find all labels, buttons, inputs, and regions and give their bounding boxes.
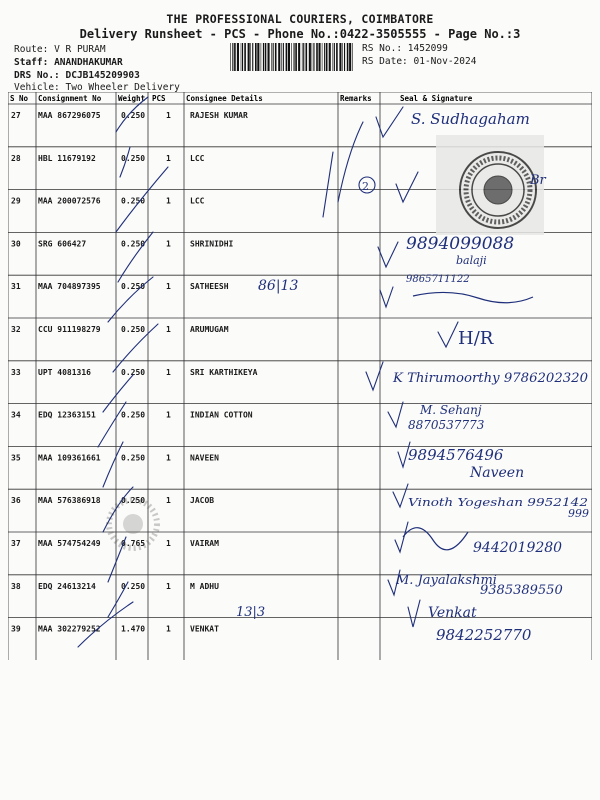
vehicle-value: Two Wheeler Delivery — [65, 82, 180, 93]
cell-weight: 0.250 — [121, 111, 146, 120]
barcode-bar — [306, 43, 308, 71]
cell-cno: EDQ 12363151 — [38, 410, 96, 420]
cell-name: SRI KARTHIKEYA — [190, 367, 258, 377]
signature-38: M. Jayalakshmi — [396, 573, 497, 588]
rs-date-label: RS Date: — [362, 56, 408, 67]
check-31 — [380, 287, 393, 307]
signature-30: balaji — [456, 254, 487, 267]
column-header: Remarks — [340, 94, 372, 103]
check-36 — [393, 484, 408, 507]
staff-label: Staff: — [14, 57, 49, 68]
cell-cno: SRG 606427 — [38, 239, 87, 249]
cell-pcs: 1 — [166, 496, 171, 506]
phone-37: 9442019280 — [473, 540, 563, 556]
signature-37-scribble — [403, 528, 468, 550]
barcode-bar — [263, 43, 264, 71]
barcode-bar — [302, 43, 303, 71]
cell-weight: 0.250 — [121, 496, 146, 506]
cell-weight: 0.250 — [121, 453, 146, 463]
long-stroke-28 — [323, 152, 333, 217]
runsheet-subtitle: Delivery Runsheet - PCS - Phone No.:0422-3505555 - Page No.:3 — [79, 27, 521, 41]
staff-value: ANANDHAKUMAR — [54, 57, 123, 68]
table-row — [11, 111, 248, 120]
signature-33: K Thirumoorthy 9786202320 — [391, 371, 588, 386]
barcode-bar — [339, 43, 341, 71]
phone-39: 9842252770 — [436, 626, 532, 644]
cell-name: NAVEEN — [190, 453, 219, 463]
column-header: PCS — [152, 94, 166, 103]
barcode-bar — [347, 43, 349, 71]
drs-label: DRS No.: — [14, 70, 60, 81]
cell-pcs: 1 — [166, 624, 171, 634]
barcode-bar — [283, 43, 284, 71]
signature-27: S. Sudhagaham — [411, 110, 530, 128]
column-header: Weight — [118, 94, 146, 103]
table-row — [11, 197, 205, 206]
barcode-bar — [234, 43, 236, 71]
barcode-bar — [281, 43, 282, 71]
barcode-bar — [295, 43, 297, 71]
check-30 — [378, 242, 398, 267]
barcode-bar — [352, 43, 353, 71]
delivery-table — [8, 92, 592, 660]
signature-29: Br — [530, 173, 546, 188]
table-header-row — [10, 94, 473, 103]
cell-weight: 0.250 — [121, 367, 146, 377]
table-row — [11, 582, 219, 591]
barcode-bar — [312, 43, 313, 71]
cell-sno: 27 — [11, 111, 21, 120]
table-row — [11, 239, 234, 248]
barcode-bar — [291, 43, 292, 71]
barcode-bar — [322, 43, 323, 71]
cell-weight: 0.250 — [121, 239, 146, 249]
barcode-bar — [241, 43, 242, 71]
cell-sno: 39 — [11, 624, 21, 634]
barcode-bar — [232, 43, 233, 71]
cell-sno: 35 — [11, 453, 21, 463]
tick-37 — [108, 537, 126, 582]
barcode-bar — [242, 43, 243, 71]
barcode-bar — [265, 43, 267, 71]
cell-weight: 1.470 — [121, 624, 146, 634]
signature-39: Venkat — [428, 605, 477, 621]
cell-name: SHRINIDHI — [190, 239, 234, 249]
barcode-bar — [313, 43, 314, 71]
cell-weight: 0.765 — [121, 539, 146, 548]
company-title: THE PROFESSIONAL COURIERS, COIMBATORE — [166, 12, 434, 26]
cell-pcs: 1 — [166, 282, 171, 292]
rs-date-line — [362, 55, 476, 68]
tick-34 — [98, 402, 126, 447]
barcode-bar — [255, 43, 257, 71]
note-39: 13|3 — [236, 605, 266, 620]
cell-name: VAIRAM — [190, 539, 219, 548]
barcode-bar — [336, 43, 338, 71]
cell-sno: 37 — [11, 539, 21, 548]
rs-info — [362, 42, 476, 68]
check-33 — [366, 362, 383, 390]
column-header: Consignment No — [38, 94, 102, 103]
route-label: Route: — [14, 44, 49, 55]
barcode-bar — [326, 43, 328, 71]
cell-cno: CCU 911198279 — [38, 325, 101, 334]
cell-pcs: 1 — [166, 111, 171, 120]
cell-name: LCC — [190, 196, 205, 206]
barcode-bar — [298, 43, 300, 71]
signature-32: H/R — [458, 328, 494, 349]
cell-cno: MAA 200072576 — [38, 196, 101, 206]
cell-cno: HBL 11679192 — [38, 153, 96, 163]
phone-30: 9894099088 — [406, 234, 515, 254]
phone-35: 9894576496 — [408, 446, 504, 464]
route-line — [14, 44, 106, 55]
table-row — [11, 411, 253, 420]
phone-34: 8870537773 — [408, 418, 485, 432]
cell-weight: 0.250 — [121, 282, 146, 292]
barcode-bar — [237, 43, 239, 71]
barcode-bar — [333, 43, 334, 71]
cell-name: VENKAT — [190, 624, 219, 634]
barcode-bar — [319, 43, 321, 71]
phone-31: 9865711122 — [406, 274, 470, 285]
barcode-bar — [344, 43, 345, 71]
drs-value: DCJB145209903 — [65, 70, 140, 81]
rs-no-line — [362, 42, 476, 55]
cell-sno: 33 — [11, 367, 21, 377]
barcode-bar — [273, 43, 274, 71]
table-row — [11, 282, 229, 291]
rs-date-value: 01-Nov-2024 — [413, 56, 477, 67]
cell-sno: 28 — [11, 153, 21, 163]
staff-line — [14, 57, 123, 68]
barcode-bar — [250, 43, 251, 71]
rs-no-value: 1452099 — [407, 43, 448, 54]
barcode-image — [230, 43, 356, 71]
barcode-bar — [316, 43, 318, 71]
cell-pcs: 1 — [166, 453, 171, 463]
cell-sno: 38 — [11, 581, 21, 591]
table-row — [11, 625, 219, 634]
cell-pcs: 1 — [166, 367, 171, 377]
seal-stamp — [436, 135, 544, 235]
cell-sno: 36 — [11, 496, 21, 506]
rs-no-label: RS No.: — [362, 43, 403, 54]
table-row — [11, 154, 205, 163]
barcode-bar — [244, 43, 246, 71]
barcode-bar — [275, 43, 277, 71]
cell-sno: 34 — [11, 410, 21, 420]
route-value: V R PURAM — [54, 44, 106, 55]
cell-name: RAJESH KUMAR — [190, 111, 248, 120]
barcode-bar — [286, 43, 288, 71]
tick-35 — [103, 442, 123, 487]
cell-sno: 29 — [11, 196, 21, 206]
cell-weight: 0.250 — [121, 325, 146, 334]
cell-name: SATHEESH — [190, 282, 229, 292]
cell-cno: MAA 576386918 — [38, 496, 101, 506]
barcode-bar — [278, 43, 280, 71]
cell-name: JACOB — [190, 496, 215, 506]
check-39 — [408, 600, 420, 627]
cell-pcs: 1 — [166, 153, 171, 163]
phone-38: 9385389550 — [480, 583, 563, 598]
cell-cno: MAA 704897395 — [38, 282, 101, 292]
cell-weight: 0.250 — [121, 581, 146, 591]
barcode-bar — [252, 43, 253, 71]
cell-cno: MAA 109361661 — [38, 453, 101, 463]
barcode-bar — [309, 43, 311, 71]
cell-pcs: 1 — [166, 581, 171, 591]
barcode-bar — [294, 43, 295, 71]
cell-cno: MAA 867296075 — [38, 111, 101, 120]
cell-cno: MAA 574754249 — [38, 539, 101, 548]
vehicle-label: Vehicle: — [14, 82, 60, 93]
column-header: Seal & Signature — [400, 94, 473, 103]
phone-36-tail: 999 — [568, 507, 589, 520]
check-37 — [395, 522, 408, 552]
drs-line — [14, 70, 140, 81]
signature-36: Vinoth Yogeshan 9952142 — [408, 496, 588, 509]
barcode-bar — [303, 43, 304, 71]
barcode-bar — [261, 43, 262, 71]
cell-sno: 30 — [11, 239, 21, 249]
barcode-bar — [324, 43, 325, 71]
cell-sno: 32 — [11, 325, 21, 334]
barcode-bar — [268, 43, 270, 71]
signature-35: Naveen — [470, 465, 525, 481]
barcode-bar — [334, 43, 335, 71]
cell-sno: 31 — [11, 282, 21, 292]
cell-pcs: 1 — [166, 239, 171, 249]
cell-weight: 0.250 — [121, 153, 146, 163]
cell-pcs: 1 — [166, 325, 171, 334]
column-header: Consignee Details — [186, 94, 263, 103]
tick-33 — [103, 375, 133, 412]
cell-pcs: 1 — [166, 410, 171, 420]
barcode-bar — [342, 43, 343, 71]
check-32 — [438, 322, 458, 347]
cell-name: INDIAN COTTON — [190, 410, 253, 420]
cell-weight: 0.250 — [121, 196, 146, 206]
cell-weight: 0.250 — [121, 410, 146, 420]
barcode-bar — [329, 43, 331, 71]
barcode-bar — [248, 43, 250, 71]
barcode-bar — [349, 43, 351, 71]
cell-cno: MAA 302279252 — [38, 624, 101, 634]
barcode-bar — [288, 43, 290, 71]
table-row — [11, 368, 258, 377]
note-31: 86|13 — [258, 278, 299, 294]
barcode-bar — [230, 43, 231, 71]
column-header: S No — [10, 94, 29, 103]
cell-cno: UPT 4081316 — [38, 367, 91, 377]
barcode-bar — [271, 43, 272, 71]
cell-pcs: 1 — [166, 539, 171, 548]
cell-pcs: 1 — [166, 196, 171, 206]
barcode-bar — [257, 43, 259, 71]
remark-29: 2 — [362, 180, 369, 193]
cell-name: LCC — [190, 153, 205, 163]
cell-name: ARUMUGAM — [190, 325, 229, 334]
check-34 — [388, 402, 403, 427]
table-row — [11, 325, 229, 334]
cell-name: M ADHU — [190, 581, 219, 591]
signature-34: M. Sehanj — [420, 403, 482, 417]
tick-38 — [108, 582, 128, 617]
cell-cno: EDQ 24613214 — [38, 581, 96, 591]
check-29 — [396, 172, 418, 202]
signature-31-scribble — [413, 292, 533, 302]
